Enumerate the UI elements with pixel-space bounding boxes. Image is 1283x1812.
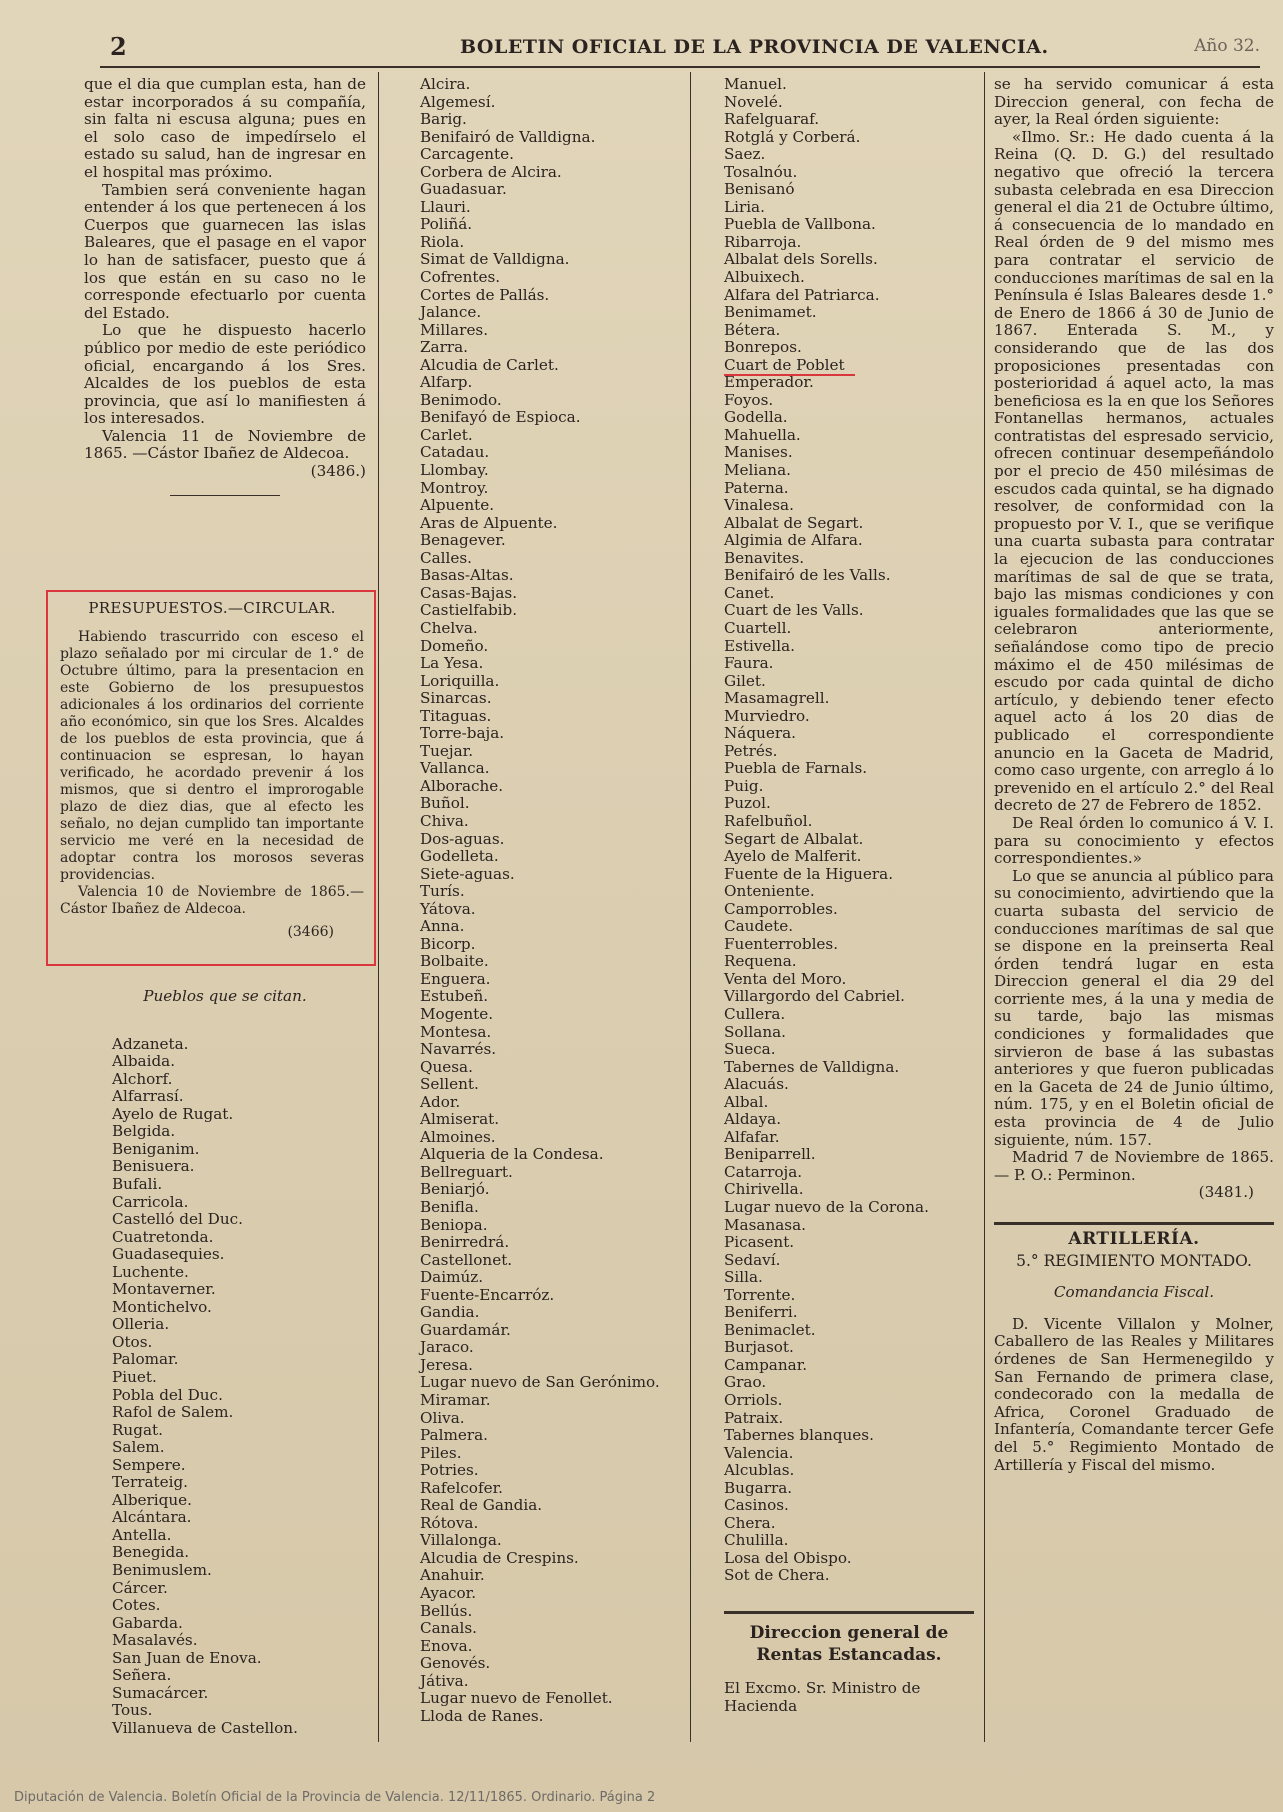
list-item: Benimaclet.	[724, 1320, 816, 1339]
list-item: Bolbaite.	[420, 952, 489, 971]
list-item: Benisuera.	[112, 1157, 195, 1176]
signature: Madrid 7 de Noviembre de 1865.— P. O.: Perminon.	[994, 1148, 1274, 1184]
list-item: Alchorf.	[112, 1069, 173, 1088]
list-item: Godella.	[724, 408, 788, 427]
list-item: Tabernes de Valldigna.	[724, 1057, 900, 1076]
list-item: Potries.	[420, 1461, 479, 1480]
list-item: Tous.	[112, 1701, 153, 1720]
list-item: Manuel.	[724, 75, 787, 93]
section-title: Direccion general de Rentas Estancadas.	[749, 1623, 949, 1666]
paragraph: se ha servido comunicar á esta Direccion general, con fecha de ayer, la Real órden siguiente:	[994, 75, 1274, 129]
list-item: Torrente.	[724, 1285, 796, 1304]
list-item: Gilet.	[724, 671, 766, 690]
list-item: Albaida.	[112, 1052, 176, 1071]
town-list	[84, 1036, 366, 1738]
list-item: Pobla del Duc.	[112, 1385, 223, 1404]
list-item: Simat de Valldigna.	[420, 250, 570, 269]
list-item: Campanar.	[724, 1355, 808, 1374]
circular-body: Habiendo trascurrido con esceso el plazo señalado por mi circular de 1.° de Octubre último, para la presentacion en este Gobierno de los presupuestos adicionales á los ordinarios del corriente año económico, sin que los Sres. Alcaldes de los pueblos de esta provincia, que á continuacion se espresan, lo hayan verificado, he acordado prevenir á los mismos, que si dentro el improrogable plazo de diez dias, que al efecto les señalo, no dejan cumplido tan importante servicio me veré en la necesidad de adoptar contra los morosos severas providencias.	[60, 629, 364, 883]
list-item: Belgida.	[112, 1122, 176, 1141]
list-item: Luchente.	[112, 1262, 189, 1281]
list-item: Lugar nuevo de Fenollet.	[420, 1689, 613, 1708]
list-item: Almiserat.	[420, 1110, 500, 1129]
list-item: Jaraco.	[420, 1338, 474, 1357]
column-rule-2	[690, 72, 691, 1742]
towns-block-col1	[84, 978, 366, 1737]
list-item: Sot de Chera.	[724, 1566, 830, 1585]
list-item: Palomar.	[112, 1350, 179, 1369]
list-item: Chera.	[724, 1513, 776, 1532]
list-item: Albalat de Segart.	[724, 513, 864, 532]
list-item: Bétera.	[724, 320, 781, 339]
list-item: Manises.	[724, 443, 793, 462]
list-item: Rótova.	[420, 1513, 479, 1532]
divider	[170, 495, 280, 496]
reference-number: (3481.)	[1198, 1183, 1254, 1202]
list-item: Alcudia de Crespins.	[420, 1548, 579, 1567]
list-item: Puebla de Farnals.	[724, 759, 868, 778]
list-item: Sueca.	[724, 1040, 776, 1059]
list-item: Petrés.	[724, 741, 778, 760]
list-item: Beniarjó.	[420, 1180, 490, 1199]
list-item: Sollana.	[724, 1022, 786, 1041]
list-item: Grao.	[724, 1373, 767, 1392]
list-item: Novelé.	[724, 92, 783, 111]
list-item: Millares.	[420, 320, 489, 339]
list-item: Benifayó de Espioca.	[420, 408, 581, 427]
list-item: Benirredrá.	[420, 1233, 510, 1252]
list-item: Ador.	[420, 1092, 461, 1111]
list-item: Real de Gandia.	[420, 1496, 543, 1515]
paragraph: que el dia que cumplan esta, han de estar incorporados á su compañía, sin falta ni escusa alguna; pues en el solo caso de impedírselo el estado su salud, han de ingresar en el hospital mas próximo.	[84, 75, 366, 181]
list-item: Sumacárcer.	[112, 1683, 209, 1702]
list-item: Gabarda.	[112, 1613, 183, 1632]
header-year-fragment: Año 32.	[1194, 36, 1260, 56]
list-item: Saez.	[724, 145, 766, 164]
list-item: Tabernes blanques.	[724, 1426, 874, 1445]
list-item: Benavites.	[724, 548, 805, 567]
list-item: Olleria.	[112, 1315, 170, 1334]
list-item: Adzaneta.	[112, 1034, 189, 1053]
list-item: Rafelguaraf.	[724, 110, 820, 129]
list-item: Sinarcas.	[420, 689, 492, 708]
list-item: Jeresa.	[420, 1355, 474, 1374]
list-item: Valencia.	[724, 1443, 794, 1462]
list-item: Almoines.	[420, 1127, 496, 1146]
list-item: Vinalesa.	[724, 496, 794, 515]
list-item: Piuet.	[112, 1367, 157, 1386]
list-item: Alfara del Patriarca.	[724, 285, 880, 304]
list-item: Cotes.	[112, 1596, 161, 1615]
list-item: Terrateig.	[112, 1473, 189, 1492]
list-item: Montaverner.	[112, 1280, 216, 1299]
list-item: Catarroja.	[724, 1162, 803, 1181]
list-item: Alfafar.	[724, 1127, 780, 1146]
list-item: Piles.	[420, 1443, 462, 1462]
list-item: Cuartell.	[724, 618, 792, 637]
artilleria-body: D. Vicente Villalon y Molner, Caballero de las Reales y Militares órdenes de San Hermenegildo y San Fernando de primera clase, condecorado con la medalla de Africa, Coronel Graduado de Infantería, Comandante tercer Gefe del 5.° Regimiento Montado de Artillería y Fiscal del mismo.	[994, 1314, 1274, 1474]
list-item: Alacuás.	[724, 1075, 789, 1094]
list-item: Aldaya.	[724, 1110, 782, 1129]
list-item: Turís.	[420, 882, 465, 901]
column-3	[724, 76, 974, 1715]
list-item: Corbera de Alcira.	[420, 162, 562, 181]
list-item: Rafelbuñol.	[724, 811, 813, 830]
list-item: Llauri.	[420, 197, 471, 216]
town-list	[724, 76, 974, 1585]
list-item: Fuente de la Higuera.	[724, 864, 894, 883]
list-item: Rafol de Salem.	[112, 1403, 234, 1422]
column-1	[84, 76, 366, 510]
list-item: Benagever.	[420, 531, 506, 550]
town-list	[420, 76, 680, 1725]
list-item: La Yesa.	[420, 654, 484, 673]
list-item: Basas-Altas.	[420, 566, 514, 585]
list-item: Estubeñ.	[420, 987, 489, 1006]
list-item: Losa del Obispo.	[724, 1548, 852, 1567]
list-item: Riola.	[420, 232, 465, 251]
source-footer: Diputación de Valencia. Boletín Oficial de la Provincia de Valencia. 12/11/1865. Ordinario. Página 2	[14, 1790, 656, 1805]
list-item: Benifairó de les Valls.	[724, 566, 891, 585]
list-item: Montichelvo.	[112, 1297, 212, 1316]
paragraph: De Real órden lo comunico á V. I. para su conocimiento y efectos correspondientes.»	[994, 813, 1274, 868]
list-item: Zarra.	[420, 338, 469, 357]
list-item: Puebla de Vallbona.	[724, 215, 876, 234]
paragraph: «Ilmo. Sr.: He dado cuenta á la Reina (Q. D. G.) del resultado negativo que ofreció la tercera subasta celebrada en esa Direccion general el dia 21 de Octubre último, á consecuencia de lo mandado en Real órden de 9 del mismo mes para contratar el servicio de conducciones marítimas de sal en la Península é Islas Baleares desde 1.° de Enero de 1866 á 30 de Junio de 1867. Enterada S. M., y considerando que de las dos proposiciones presentadas con posterioridad á aquel acto, la mas beneficiosa es la en que los Señores Fontanellas hermanos, actuales contratistas del espresado servicio, ofrecen continuar desempeñándolo por el precio de 450 milésimas de escudos cada quintal, se ha dignado resolver, de conformidad con la propuesto por V. I., que se verifique una cuarta subasta para contratar la ejecucion de las conducciones marítimas de sal de que se trata, bajo las mismas condiciones y con iguales formalidades que las que se celebraron anteriormente, señalándose como tipo de precio máximo el de 450 milésimas de escudo por cada quintal de dicho artículo, y debiendo tener efecto aquel acto á los 20 dias de publicado el correspondiente anuncio en la Gaceta de Madrid, como caso urgente, con arreglo á lo prevenido en el artículo 2.° del Real decreto de 27 de Febrero de 1852.	[994, 127, 1274, 815]
list-item: Benimamet.	[724, 303, 817, 322]
circular-signature: Valencia 10 de Noviembre de 1865.— Cástor Ibañez de Aldecoa.	[60, 884, 364, 917]
section-start: El Excmo. Sr. Ministro de Hacienda	[724, 1679, 921, 1715]
list-item: Algimia de Alfara.	[724, 531, 863, 550]
list-item: Enova.	[420, 1636, 473, 1655]
column-rule-3	[984, 72, 985, 1742]
list-item: Villargordo del Cabriel.	[724, 987, 905, 1006]
list-item: Burjasot.	[724, 1338, 794, 1357]
list-item: Antella.	[112, 1525, 172, 1544]
list-item: Segart de Albalat.	[724, 829, 864, 848]
section-rule	[994, 1222, 1274, 1225]
circular-notice	[60, 600, 364, 941]
artilleria-title: ARTILLERÍA.	[1068, 1229, 1200, 1249]
list-item: Tuejar.	[420, 741, 474, 760]
list-item: Alfarrasí.	[112, 1087, 184, 1106]
list-item: Venta del Moro.	[724, 969, 847, 988]
list-item: Titaguas.	[420, 706, 492, 725]
list-item: Beniopa.	[420, 1215, 488, 1234]
list-item: Requena.	[724, 952, 797, 971]
list-item: Rafelcofer.	[420, 1478, 503, 1497]
newspaper-title: BOLETIN OFICIAL DE LA PROVINCIA DE VALENCIA.	[460, 36, 1049, 58]
signature: Valencia 11 de Noviembre de 1865. —Cástor Ibañez de Aldecoa.	[84, 426, 366, 463]
list-item: Ayelo de Malferit.	[724, 847, 862, 866]
list-item: Patraix.	[724, 1408, 784, 1427]
list-item: Mahuella.	[724, 425, 801, 444]
circular-title: PRESUPUESTOS.—CIRCULAR.	[88, 599, 336, 617]
list-item: Castelló del Duc.	[112, 1210, 243, 1229]
list-item: Guadasequies.	[112, 1245, 225, 1264]
paragraph: Tambien será conveniente hagan entender á los que pertenecen á los Cuerpos que guarnecen las islas Baleares, que el pasage en el vapor lo han de satisfacer, puesto que á los que están en su caso no le corresponde efectuarlo por cuenta del Estado.	[84, 180, 366, 322]
list-item: Genovés.	[420, 1654, 491, 1673]
list-item: Beniferri.	[724, 1303, 798, 1322]
list-item: Alpuente.	[420, 496, 495, 515]
list-item: Beniparrell.	[724, 1145, 816, 1164]
list-item: Rugat.	[112, 1420, 163, 1439]
list-item: Domeño.	[420, 636, 489, 655]
list-item: Benimodo.	[420, 390, 502, 409]
list-item: Lugar nuevo de la Corona.	[724, 1198, 929, 1216]
list-item: Canals.	[420, 1619, 477, 1638]
list-item: Puig.	[724, 776, 764, 795]
towns-caption: Pueblos que se citan.	[143, 987, 307, 1005]
list-item: Alcudia de Carlet.	[420, 355, 559, 374]
list-item: Otos.	[112, 1332, 153, 1351]
list-item: Estivella.	[724, 636, 796, 655]
list-item: Alberique.	[112, 1490, 192, 1509]
list-item: Ayelo de Rugat.	[112, 1104, 234, 1123]
list-item: Miramar.	[420, 1391, 491, 1410]
list-item: Alborache.	[420, 776, 504, 795]
list-item: Emperador.	[724, 373, 814, 392]
list-item: Sempere.	[112, 1455, 186, 1474]
list-item: Gandia.	[420, 1303, 480, 1322]
list-item	[724, 357, 974, 375]
comandancia-label: Comandancia Fiscal.	[1053, 1283, 1215, 1302]
page-header	[100, 30, 1260, 68]
list-item: Torre-baja.	[420, 724, 505, 743]
list-item: Cuatretonda.	[112, 1227, 214, 1246]
list-item: Alqueria de la Condesa.	[420, 1145, 604, 1164]
list-item: Benegida.	[112, 1543, 190, 1562]
column-4	[994, 76, 1274, 1474]
highlighted-town: Cuart de Poblet	[724, 356, 855, 376]
list-item: Vallanca.	[420, 759, 490, 778]
list-item: Anna.	[420, 917, 465, 936]
list-item: Ayacor.	[420, 1584, 477, 1603]
list-item: Masamagrell.	[724, 689, 830, 708]
list-item: Cárcer.	[112, 1578, 168, 1597]
list-item: Chulilla.	[724, 1531, 789, 1550]
column-rule-1	[378, 72, 379, 1742]
list-item: Bugarra.	[724, 1478, 793, 1497]
list-item: Albal.	[724, 1092, 769, 1111]
list-item: Villanueva de Castellon.	[112, 1718, 298, 1737]
list-item: Salem.	[112, 1438, 165, 1457]
list-item: Señera.	[112, 1666, 172, 1685]
list-item: Albalat dels Sorells.	[724, 250, 878, 269]
list-item: Chiva.	[420, 811, 469, 830]
list-item: Cuart de les Valls.	[724, 601, 864, 620]
list-item: Palmera.	[420, 1426, 488, 1445]
list-item: Llombay.	[420, 461, 489, 480]
list-item: Picasent.	[724, 1233, 795, 1252]
list-item: Casinos.	[724, 1496, 789, 1515]
circular-ref: (3466)	[287, 924, 334, 940]
list-item: Alcántara.	[112, 1508, 192, 1527]
list-item: Murviedro.	[724, 706, 810, 725]
list-item: Chelva.	[420, 618, 478, 637]
page-number: 2	[110, 32, 127, 61]
list-item: Tosalnóu.	[724, 162, 798, 181]
list-item: Enguera.	[420, 969, 491, 988]
list-item: Albuixech.	[724, 268, 805, 287]
list-item: Guadasuar.	[420, 180, 507, 199]
list-item: Náquera.	[724, 724, 796, 743]
list-item: Faura.	[724, 654, 774, 673]
list-item: Daimúz.	[420, 1268, 484, 1287]
list-item: Navarrés.	[420, 1040, 497, 1059]
list-item: Canet.	[724, 583, 775, 602]
list-item: Oliva.	[420, 1408, 465, 1427]
list-item: Orriols.	[724, 1391, 783, 1410]
list-item: Poliñá.	[420, 215, 473, 234]
list-item: Yátova.	[420, 899, 476, 918]
list-item: Anahuir.	[420, 1566, 485, 1585]
list-item: Quesa.	[420, 1057, 473, 1076]
list-item: Carcagente.	[420, 145, 514, 164]
list-item: Alcira.	[420, 75, 471, 93]
list-item: Caudete.	[724, 917, 794, 936]
list-item: Benisanó	[724, 180, 795, 199]
list-item: Bicorp.	[420, 934, 476, 953]
paragraph: Lo que he dispuesto hacerlo público por medio de este periódico oficial, encargando á los Sres. Alcaldes de los pueblos de esta provincia, que así lo manifiesten á los interesados.	[84, 321, 366, 428]
list-item: Dos-aguas.	[420, 829, 505, 848]
list-item: Montesa.	[420, 1022, 492, 1041]
list-item: Castielfabib.	[420, 601, 518, 620]
list-item: Lloda de Ranes.	[420, 1706, 544, 1725]
list-item: Foyos.	[724, 390, 774, 409]
list-item: Castellonet.	[420, 1250, 513, 1269]
list-item: Bellreguart.	[420, 1162, 513, 1181]
list-item: Sellent.	[420, 1075, 479, 1094]
list-item: Ribarroja.	[724, 232, 802, 251]
list-item: Carlet.	[420, 425, 473, 444]
list-item: Mogente.	[420, 1004, 494, 1023]
list-item: Sedaví.	[724, 1250, 781, 1269]
list-item: Benimuslem.	[112, 1561, 212, 1579]
list-item: Villalonga.	[420, 1531, 502, 1550]
list-item: Catadau.	[420, 443, 490, 462]
list-item: Masanasa.	[724, 1215, 806, 1234]
list-item: Algemesí.	[420, 92, 496, 111]
list-item: Paterna.	[724, 478, 789, 497]
list-item: Barig.	[420, 110, 467, 129]
column-2	[420, 76, 680, 1725]
list-item: Benifairó de Valldigna.	[420, 127, 596, 146]
list-item: Masalavés.	[112, 1631, 198, 1650]
list-item: Cofrentes.	[420, 268, 501, 287]
list-item: Buñol.	[420, 794, 470, 813]
list-item: Camporrobles.	[724, 899, 838, 918]
list-item: Montroy.	[420, 478, 489, 497]
list-item: Meliana.	[724, 461, 791, 480]
list-item: Puzol.	[724, 794, 771, 813]
list-item: Fuente-Encarróz.	[420, 1285, 555, 1304]
paragraph: Lo que se anuncia al público para su conocimiento, advirtiendo que la cuarta subasta del servicio de conducciones marítimas de sal que se dispone en la preinserta Real órden tendrá lugar en esta Direccion general el dia 29 del corriente mes, á la una y media de su tarde, bajo las mismas condiciones y formalidades que sirvieron de base á las subastas anteriores y que fueron publicadas en la Gaceta de 24 de Junio último, núm. 175, y en el Boletin oficial de esta provincia de 4 de Julio siguiente, núm. 157.	[994, 866, 1274, 1149]
list-item: Bellús.	[420, 1601, 473, 1620]
list-item: Játiva.	[420, 1671, 469, 1690]
list-item: Godelleta.	[420, 847, 499, 866]
list-item: Benifla.	[420, 1198, 479, 1216]
reference-number: (3486.)	[310, 462, 366, 481]
list-item: Calles.	[420, 548, 472, 567]
list-item: San Juan de Enova.	[112, 1648, 262, 1667]
regiment-subtitle: 5.° REGIMIENTO MONTADO.	[1016, 1251, 1252, 1270]
list-item: Bufali.	[112, 1174, 163, 1193]
list-item: Casas-Bajas.	[420, 583, 518, 602]
list-item: Jalance.	[420, 303, 482, 322]
list-item: Guardamár.	[420, 1320, 511, 1339]
list-item: Alfarp.	[420, 373, 473, 392]
list-item: Alcublas.	[724, 1461, 795, 1480]
list-item: Chirivella.	[724, 1180, 804, 1199]
list-item: Liria.	[724, 197, 765, 216]
list-item: Silla.	[724, 1268, 763, 1287]
list-item: Carricola.	[112, 1192, 189, 1211]
list-item: Cullera.	[724, 1004, 786, 1023]
list-item: Bonrepos.	[724, 338, 802, 357]
list-item: Siete-aguas.	[420, 864, 515, 883]
list-item: Beniganim.	[112, 1139, 200, 1158]
list-item: Aras de Alpuente.	[420, 513, 558, 532]
list-item: Fuenterrobles.	[724, 934, 839, 953]
list-item: Lugar nuevo de San Gerónimo.	[420, 1373, 660, 1392]
list-item: Onteniente.	[724, 882, 815, 901]
list-item: Rotglá y Corberá.	[724, 127, 861, 146]
list-item: Cortes de Pallás.	[420, 285, 550, 304]
section-rule	[724, 1611, 974, 1614]
list-item: Loriquilla.	[420, 671, 500, 690]
